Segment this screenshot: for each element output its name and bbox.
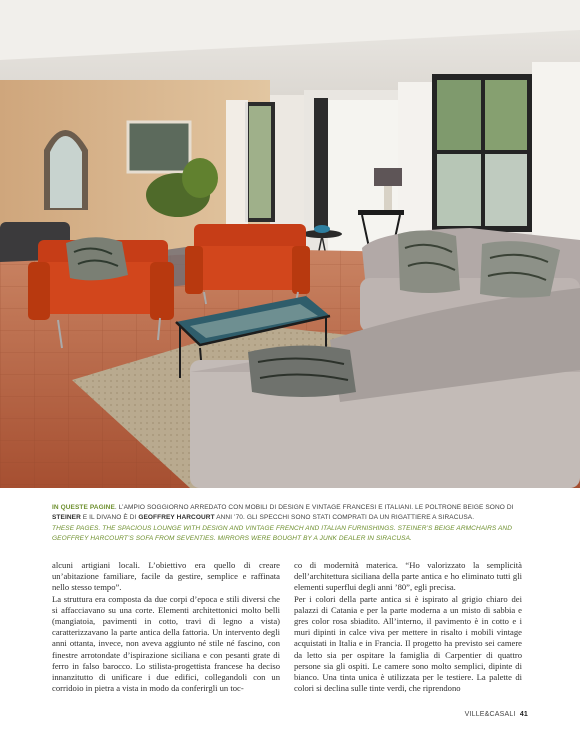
caption-italian xyxy=(52,503,527,523)
caption-text: . L’AMPIO SOGGIORNO ARREDATO CON MOBILI DI DESIGN E VINTAGE FRANCESI E ITALIANI. LE POLTRONE BEIGE SONO DI xyxy=(114,503,514,511)
magazine-name: VILLE&CASALI xyxy=(464,711,516,718)
body-paragraph: La struttura era composta da due corpi d’epoca e stili diversi che si affacciavano su una corte. Elementi architettonici molto belli (mangiatoia, pavimenti in cotto, travi di legno a vista) caratterizzavano la parte antica della fattoria. Un intervento degli anni ottanta, invece, non aveva aggiunto né stile né fascino, con finestre arrotondate d’ispirazione siciliana e con pesanti grate di ferro in falso barocco. Lo stilista-progettista francese ha deciso innanzitutto di unificare i due edifici, collegandoli con un corridoio in pietra a vista in modo da conferirgli un toc- xyxy=(52,593,280,694)
caption-text: E IL DIVANO È DI xyxy=(80,513,139,521)
body-paragraph: co di modernità materica. “Ho valorizzato la semplicità dell’architettura siciliana della parte antica e ho eliminato tutti gli elementi superflui degli anni ’80”, egli precisa. xyxy=(294,560,522,593)
caption-lead: IN QUESTE PAGINE xyxy=(52,503,115,511)
caption-text: ANNI ’70. GLI SPECCHI SONO STATI COMPRATI DA UN RIGATTIERE A SIRACUSA. xyxy=(214,513,475,521)
body-column-right xyxy=(294,560,522,694)
body-column-left xyxy=(52,560,280,694)
body-paragraph: Per i colori della parte antica si è ispirato al grigio chiaro dei palazzi di Catania e per la parte moderna a un misto di sabbia e gres color rosa sbiadito. All’interno, il pavimento è in cotto e i muri dipinti in calce viva per mettere in risalto i mobili vintage acquistati in Italia e in Francia. Il progetto ha previsto sei camere da letto sia per ospitare la famiglia di Carpentier di quattro persone sia gli ospiti. Le camere sono molto semplici, dipinte di bianco. Una tinta unica è utilizzata per le testiere. La palette di colori si declina sulle tinte verdi, che riprendono xyxy=(294,593,522,694)
caption-designer-name: GEOFFREY HARCOURT xyxy=(138,513,215,521)
page-number: 41 xyxy=(519,711,528,718)
body-paragraph: alcuni artigiani locali. L’obiettivo era quello di creare un’abitazione familiare, facile da gestire, semplice e raffinata nello stesso tempo”. xyxy=(52,560,280,593)
caption-english: THESE PAGES. THE SPACIOUS LOUNGE WITH DESIGN AND VINTAGE FRENCH AND ITALIAN FURNISHINGS. STEINER’S BEIGE ARMCHAIRS AND GEOFFREY HARCOURT’S SOFA FROM SEVENTIES. MIRRORS WERE BOUGHT BY A JUNK DEALER IN SIRACUSA. xyxy=(52,524,512,542)
page-footer xyxy=(465,711,528,718)
caption-designer-name: STEINER xyxy=(52,513,81,521)
